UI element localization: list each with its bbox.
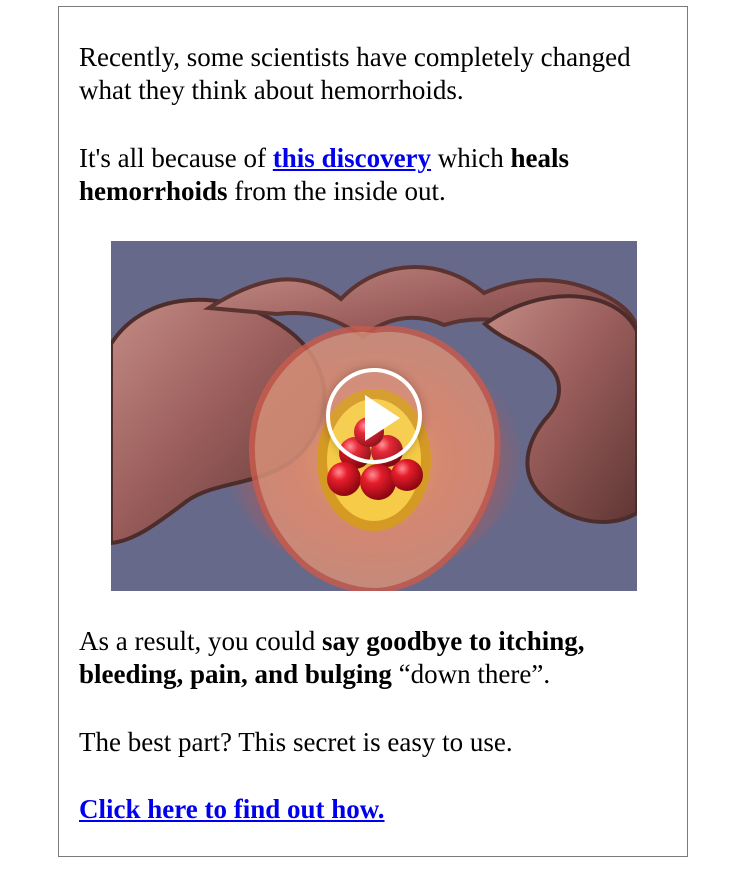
discovery-bold-text: heals hemorrhoids — [79, 143, 570, 206]
result-bold-text: say goodbye to itching, bleeding, pain, and bulging — [79, 626, 585, 689]
hemorrhoid-cluster-3 — [327, 462, 361, 496]
discovery-paragraph — [79, 142, 669, 208]
best-part-paragraph: The best part? This secret is easy to use. — [79, 727, 513, 757]
hemorrhoid-cluster-4 — [360, 464, 396, 500]
discovery-prefix: It's all because of — [79, 143, 273, 173]
play-icon[interactable] — [326, 368, 422, 464]
cta-paragraph — [79, 793, 669, 826]
result-prefix: As a result, you could — [79, 626, 322, 656]
discovery-middle: which — [431, 143, 511, 173]
discovery-link[interactable]: this discovery — [272, 143, 432, 173]
hemorrhoid-cluster-5 — [391, 459, 423, 491]
intro-paragraph: Recently, some scientists have completely changed what they think about hemorrhoids. — [79, 42, 631, 105]
email-card — [58, 6, 688, 857]
cta-link[interactable]: Click here to find out how. — [79, 794, 385, 824]
result-suffix: “down there”. — [391, 659, 551, 689]
discovery-suffix: from the inside out. — [227, 176, 446, 206]
video-thumbnail[interactable] — [111, 241, 637, 591]
result-paragraph — [79, 625, 669, 691]
